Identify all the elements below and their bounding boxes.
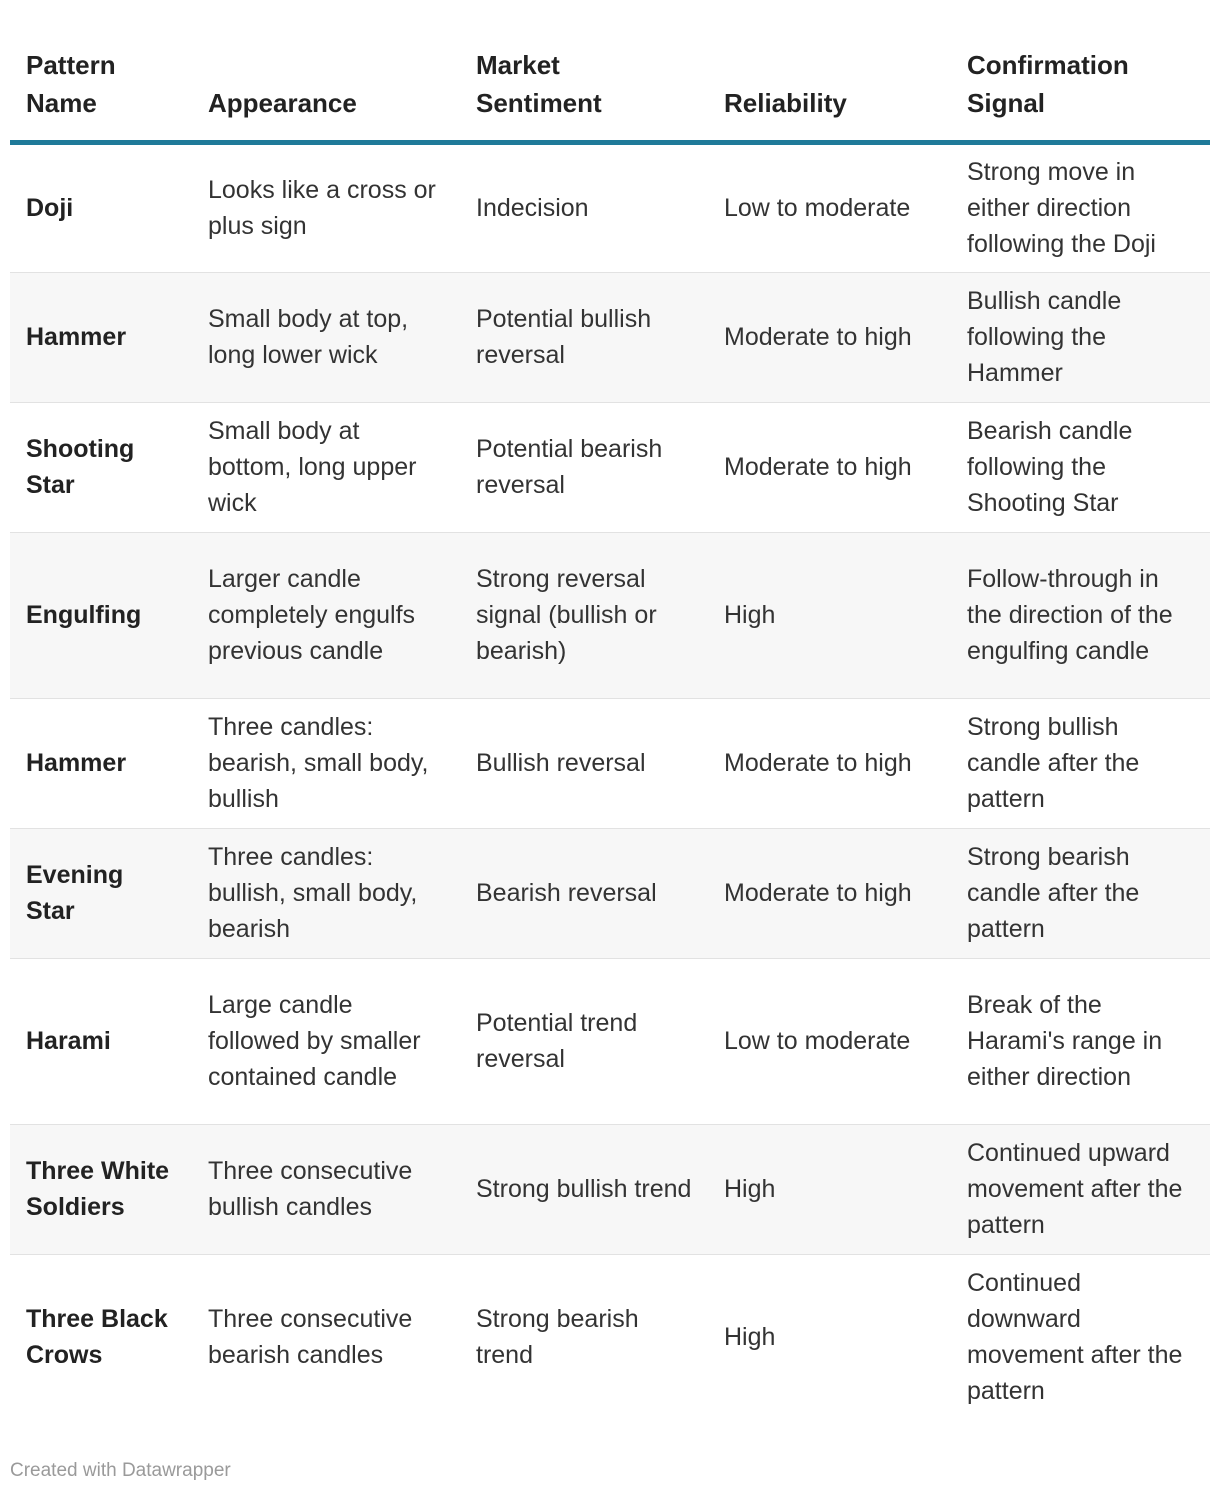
cell-market-sentiment: Potential trend reversal xyxy=(460,958,708,1124)
cell-pattern-name: Engulfing xyxy=(10,532,192,698)
table-row xyxy=(10,698,1210,828)
cell-reliability: Low to moderate xyxy=(708,958,951,1124)
cell-appearance: Three candles: bullish, small body, bearish xyxy=(192,828,460,958)
cell-market-sentiment: Strong reversal signal (bullish or bearish) xyxy=(460,532,708,698)
column-header-confirmation-signal: Confirmation Signal xyxy=(951,0,1210,142)
cell-pattern-name: Shooting Star xyxy=(10,402,192,532)
cell-reliability: High xyxy=(708,532,951,698)
header-row xyxy=(10,0,1210,142)
table-row xyxy=(10,828,1210,958)
cell-appearance: Small body at bottom, long upper wick xyxy=(192,402,460,532)
column-header-pattern-name: Pattern Name xyxy=(10,0,192,142)
cell-confirmation-signal: Continued upward movement after the pattern xyxy=(951,1124,1210,1254)
cell-pattern-name: Evening Star xyxy=(10,828,192,958)
cell-confirmation-signal: Follow-through in the direction of the engulfing candle xyxy=(951,532,1210,698)
cell-pattern-name: Hammer xyxy=(10,272,192,402)
column-header-market-sentiment: Market Sentiment xyxy=(460,0,708,142)
cell-reliability: High xyxy=(708,1124,951,1254)
cell-confirmation-signal: Bearish candle following the Shooting Star xyxy=(951,402,1210,532)
cell-reliability: Moderate to high xyxy=(708,828,951,958)
table-body xyxy=(10,142,1210,1420)
table-row xyxy=(10,142,1210,272)
table-row xyxy=(10,958,1210,1124)
table-row xyxy=(10,272,1210,402)
cell-pattern-name: Three White Soldiers xyxy=(10,1124,192,1254)
cell-market-sentiment: Potential bearish reversal xyxy=(460,402,708,532)
cell-appearance: Large candle followed by smaller contained candle xyxy=(192,958,460,1124)
cell-market-sentiment: Strong bearish trend xyxy=(476,1305,639,1370)
cell-pattern-name: Three Black Crows xyxy=(26,1305,168,1370)
cell-confirmation-signal: Strong bearish candle after the pattern xyxy=(951,828,1210,958)
table-row xyxy=(10,402,1210,532)
cell-reliability: Moderate to high xyxy=(708,402,951,532)
cell-confirmation-signal: Bullish candle following the Hammer xyxy=(951,272,1210,402)
cell-reliability: High xyxy=(724,1323,776,1352)
cell-confirmation-signal: Strong bullish candle after the pattern xyxy=(951,698,1210,828)
cell-appearance: Larger candle completely engulfs previous candle xyxy=(192,532,460,698)
table-container xyxy=(10,0,1210,1420)
cell-market-sentiment: Bullish reversal xyxy=(460,698,708,828)
cell-market-sentiment: Potential bullish reversal xyxy=(460,272,708,402)
cell-market-sentiment: Indecision xyxy=(460,142,708,272)
table-row xyxy=(10,1124,1210,1254)
cell-market-sentiment: Bearish reversal xyxy=(460,828,708,958)
cell-market-sentiment: Strong bullish trend xyxy=(460,1124,708,1254)
cell-pattern-name: Hammer xyxy=(10,698,192,828)
cell-reliability: Moderate to high xyxy=(708,272,951,402)
cell-appearance: Three consecutive bearish candles xyxy=(208,1305,413,1370)
cell-pattern-name: Harami xyxy=(10,958,192,1124)
cell-confirmation-signal: Strong move in either direction following the Doji xyxy=(951,142,1210,272)
cell-reliability: Low to moderate xyxy=(708,142,951,272)
cell-appearance: Three consecutive bullish candles xyxy=(192,1124,460,1254)
column-header-reliability: Reliability xyxy=(708,0,951,142)
column-header-appearance: Appearance xyxy=(192,0,460,142)
candlestick-patterns-table xyxy=(10,0,1210,1420)
footer-credit: Created with Datawrapper xyxy=(10,1460,231,1481)
cell-appearance: Looks like a cross or plus sign xyxy=(192,142,460,272)
cell-reliability: Moderate to high xyxy=(708,698,951,828)
cell-appearance: Small body at top, long lower wick xyxy=(192,272,460,402)
cell-pattern-name: Doji xyxy=(10,142,192,272)
cell-confirmation-signal: Continued downward movement after the pattern xyxy=(967,1269,1183,1406)
cell-appearance: Three candles: bearish, small body, bullish xyxy=(192,698,460,828)
table-row xyxy=(10,532,1210,698)
table-header xyxy=(10,0,1210,142)
table-row xyxy=(10,1254,1210,1420)
cell-confirmation-signal: Break of the Harami's range in either direction xyxy=(951,958,1210,1124)
